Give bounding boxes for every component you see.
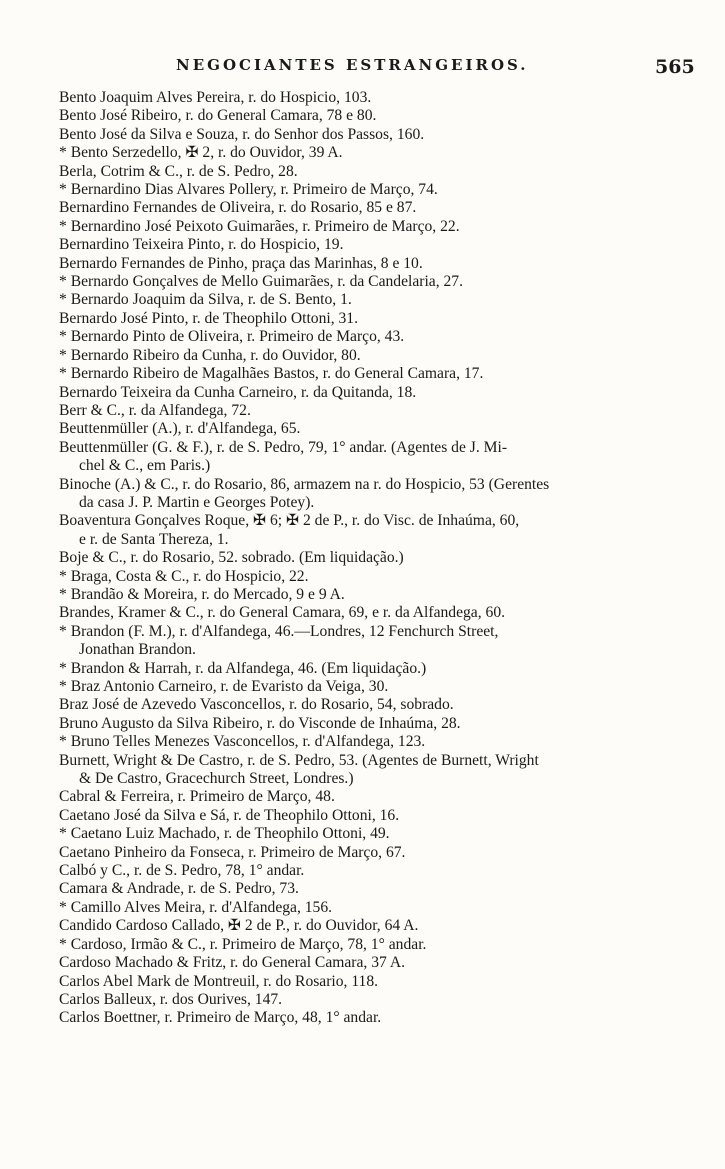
directory-entry: Bruno Augusto da Silva Ribeiro, r. do Visconde de Inhaúma, 28.	[59, 714, 461, 732]
directory-entry-continuation: & De Castro, Gracechurch Street, Londres.)	[79, 770, 354, 788]
directory-entry: Burnett, Wright & De Castro, r. de S. Pedro, 53. (Agentes de Burnett, Wright	[59, 751, 539, 769]
directory-entry: Brandes, Kramer & C., r. do General Camara, 69, e r. da Alfandega, 60.	[59, 604, 506, 622]
directory-entry: Carlos Abel Mark de Montreuil, r. do Rosario, 118.	[59, 972, 379, 990]
directory-entry: * Bernardo Ribeiro de Magalhães Bastos, r. do General Camara, 17.	[59, 365, 484, 383]
directory-entry: Braz José de Azevedo Vasconcellos, r. do Rosario, 54, sobrado.	[59, 696, 454, 714]
directory-entry: Bernardino Teixeira Pinto, r. do Hospicio, 19.	[59, 236, 344, 254]
directory-entry: * Bernardo Joaquim da Silva, r. de S. Bento, 1.	[59, 291, 352, 309]
directory-entry: Bento José Ribeiro, r. do General Camara, 78 e 80.	[59, 107, 377, 125]
directory-entry: * Camillo Alves Meira, r. d'Alfandega, 156.	[59, 898, 333, 916]
directory-entry-continuation: da casa J. P. Martin e Georges Potey).	[79, 493, 315, 511]
directory-entry: * Bernardo Gonçalves de Mello Guimarães, r. da Candelaria, 27.	[59, 273, 464, 291]
directory-entry: Carlos Boettner, r. Primeiro de Março, 48, 1° andar.	[59, 1009, 382, 1027]
directory-entry: Beuttenmüller (A.), r. d'Alfandega, 65.	[59, 420, 301, 438]
directory-entry: Bernardo Fernandes de Pinho, praça das Marinhas, 8 e 10.	[59, 254, 423, 272]
directory-entry: Caetano Pinheiro da Fonseca, r. Primeiro de Março, 67.	[59, 843, 406, 861]
directory-entry: Cardoso Machado & Fritz, r. do General Camara, 37 A.	[59, 954, 406, 972]
directory-entry: * Bruno Telles Menezes Vasconcellos, r. d'Alfandega, 123.	[59, 733, 426, 751]
directory-entry: Camara & Andrade, r. de S. Pedro, 73.	[59, 880, 299, 898]
directory-entry: * Braga, Costa & C., r. do Hospicio, 22.	[59, 567, 309, 585]
directory-entry: Calbó y C., r. de S. Pedro, 78, 1° andar.	[59, 862, 305, 880]
directory-entry: * Braz Antonio Carneiro, r. de Evaristo da Veiga, 30.	[59, 678, 389, 695]
directory-entry: Candido Cardoso Callado, ✠ 2 de P., r. do Ouvidor, 64 A.	[59, 917, 419, 935]
directory-entry: * Cardoso, Irmão & C., r. Primeiro de Março, 78, 1° andar.	[59, 935, 427, 953]
running-title: NEGOCIANTES ESTRANGEIROS.	[176, 56, 529, 74]
directory-entry: Binoche (A.) & C., r. do Rosario, 86, armazem na r. do Hospicio, 53 (Gerentes	[59, 475, 550, 493]
directory-entry: * Bernardo Pinto de Oliveira, r. Primeiro de Março, 43.	[59, 328, 405, 346]
directory-entry: Carlos Balleux, r. dos Ourives, 147.	[59, 990, 283, 1008]
page-header	[0, 56, 725, 82]
directory-entry: * Brandão & Moreira, r. do Mercado, 9 e 9 A.	[59, 585, 345, 603]
directory-entry: * Caetano Luiz Machado, r. de Theophilo Ottoni, 49.	[59, 825, 390, 843]
directory-entry: Boje & C., r. do Rosario, 52. sobrado. (Em liquidação.)	[59, 549, 404, 567]
directory-entry: * Bernardino Dias Alvares Pollery, r. Primeiro de Março, 74.	[59, 181, 438, 199]
directory-entry: Caetano José da Silva e Sá, r. de Theophilo Ottoni, 16.	[59, 806, 400, 824]
directory-entry: Berr & C., r. da Alfandega, 72.	[59, 401, 251, 419]
directory-entry: * Brandon & Harrah, r. da Alfandega, 46. (Em liquidação.)	[59, 659, 427, 677]
directory-entry: Bento José da Silva e Souza, r. do Senhor dos Passos, 160.	[59, 125, 425, 143]
directory-entry: * Bernardino José Peixoto Guimarães, r. Primeiro de Março, 22.	[59, 217, 460, 235]
directory-entry: Beuttenmüller (G. & F.), r. de S. Pedro, 79, 1° andar. (Agentes de J. Mi-	[59, 438, 508, 456]
directory-entry: Boaventura Gonçalves Roque, ✠ 6; ✠ 2 de P., r. do Visc. de Inhaúma, 60,	[59, 512, 520, 530]
directory-entry: Bernardo José Pinto, r. de Theophilo Ottoni, 31.	[59, 309, 358, 327]
directory-entry: Bernardino Fernandes de Oliveira, r. do Rosario, 85 e 87.	[59, 199, 417, 217]
directory-entry: * Bento Serzedello, ✠ 2, r. do Ouvidor, 39 A.	[59, 144, 343, 162]
directory-entry: Bento Joaquim Alves Pereira, r. do Hospicio, 103.	[59, 89, 372, 106]
directory-entry: * Bernardo Ribeiro da Cunha, r. do Ouvidor, 80.	[59, 346, 361, 364]
directory-entry: Berla, Cotrim & C., r. de S. Pedro, 28.	[59, 162, 298, 180]
directory-entry: Bernardo Teixeira da Cunha Carneiro, r. da Quitanda, 18.	[59, 383, 417, 401]
directory-entry-continuation: chel & C., em Paris.)	[79, 457, 211, 475]
entry-list	[59, 89, 699, 1028]
directory-entry-continuation: e r. de Santa Thereza, 1.	[79, 530, 229, 548]
directory-entry: * Brandon (F. M.), r. d'Alfandega, 46.—Londres, 12 Fenchurch Street,	[59, 622, 499, 640]
directory-entry-continuation: Jonathan Brandon.	[79, 641, 196, 659]
page-number: 565	[655, 56, 695, 78]
directory-entry: Cabral & Ferreira, r. Primeiro de Março, 48.	[59, 788, 335, 806]
